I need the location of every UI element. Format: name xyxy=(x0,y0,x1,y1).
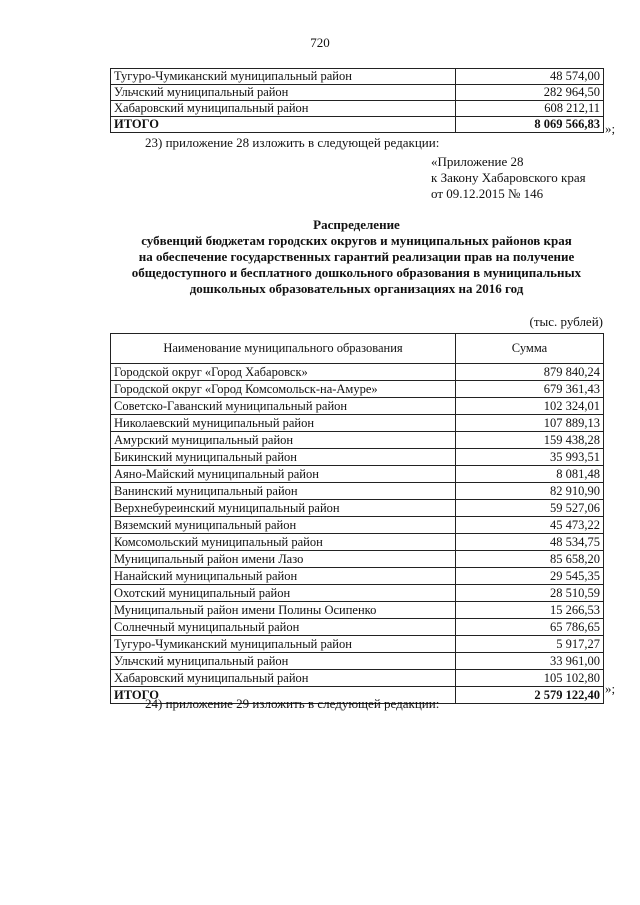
appendix-line: к Закону Хабаровского края xyxy=(431,170,586,185)
row-name: Хабаровский муниципальный район xyxy=(111,101,456,117)
table-row xyxy=(111,101,604,117)
row-name: Николаевский муниципальный район xyxy=(111,415,456,432)
row-amount: 102 324,01 xyxy=(456,398,604,415)
row-amount: 59 527,06 xyxy=(456,500,604,517)
row-amount: 608 212,11 xyxy=(456,101,604,117)
row-name: Солнечный муниципальный район xyxy=(111,619,456,636)
appendix-line: от 09.12.2015 № 146 xyxy=(431,186,544,201)
total-label: ИТОГО xyxy=(111,117,456,133)
row-amount: 15 266,53 xyxy=(456,602,604,619)
total-label: ИТОГО xyxy=(111,687,456,704)
units-label: (тыс. рублей) xyxy=(529,314,603,329)
column-header-name: Наименование муниципального образования xyxy=(111,334,456,364)
table-row xyxy=(111,432,604,449)
heading-line: Распределение xyxy=(313,217,400,232)
row-amount: 33 961,00 xyxy=(456,653,604,670)
row-amount: 8 081,48 xyxy=(456,466,604,483)
row-name: Ванинский муниципальный район xyxy=(111,483,456,500)
table-row xyxy=(111,483,604,500)
table-row xyxy=(111,517,604,534)
page-number: 720 xyxy=(310,35,330,50)
row-amount: 282 964,50 xyxy=(456,85,604,101)
row-name: Городской округ «Город Хабаровск» xyxy=(111,364,456,381)
table-row xyxy=(111,585,604,602)
row-name: Хабаровский муниципальный район xyxy=(111,670,456,687)
appendix-line: «Приложение 28 xyxy=(431,154,524,169)
heading-line: на обеспечение государственных гарантий реализации прав на получение xyxy=(138,249,575,264)
appendix-caption xyxy=(431,154,586,202)
row-name: Верхнебуреинский муниципальный район xyxy=(111,500,456,517)
row-name: Бикинский муниципальный район xyxy=(111,449,456,466)
row-amount: 48 574,00 xyxy=(456,69,604,85)
table-row xyxy=(111,500,604,517)
row-name: Ульчский муниципальный район xyxy=(111,653,456,670)
row-name: Нанайский муниципальный район xyxy=(111,568,456,585)
row-name: Охотский муниципальный район xyxy=(111,585,456,602)
row-amount: 35 993,51 xyxy=(456,449,604,466)
paragraph-23: 23) приложение 28 изложить в следующей редакции: xyxy=(145,135,440,150)
row-name: Городской округ «Город Комсомольск-на-Амуре» xyxy=(111,381,456,398)
column-header-amount: Сумма xyxy=(456,334,604,364)
row-name: Муниципальный район имени Полины Осипенко xyxy=(111,602,456,619)
paragraph-24: 24) приложение 29 изложить в следующей редакции: xyxy=(145,696,440,711)
row-name: Тугуро-Чумиканский муниципальный район xyxy=(111,69,456,85)
table-row xyxy=(111,449,604,466)
table-row xyxy=(111,534,604,551)
row-name: Муниципальный район имени Лазо xyxy=(111,551,456,568)
row-name: Тугуро-Чумиканский муниципальный район xyxy=(111,636,456,653)
table-row xyxy=(111,69,604,85)
row-amount: 85 658,20 xyxy=(456,551,604,568)
row-name: Аяно-Майский муниципальный район xyxy=(111,466,456,483)
row-amount: 107 889,13 xyxy=(456,415,604,432)
total-amount: 8 069 566,83 xyxy=(456,117,604,133)
table-header-row xyxy=(111,334,604,364)
table-body xyxy=(111,364,604,704)
table-row xyxy=(111,364,604,381)
table-row xyxy=(111,670,604,687)
row-name: Амурский муниципальный район xyxy=(111,432,456,449)
total-row xyxy=(111,117,604,133)
row-amount: 82 910,90 xyxy=(456,483,604,500)
row-amount: 48 534,75 xyxy=(456,534,604,551)
row-amount: 29 545,35 xyxy=(456,568,604,585)
row-amount: 65 786,65 xyxy=(456,619,604,636)
row-amount: 679 361,43 xyxy=(456,381,604,398)
heading-line: дошкольных образовательных организациях на 2016 год xyxy=(189,281,524,296)
table-row xyxy=(111,85,604,101)
heading-line: субвенций бюджетам городских округов и муниципальных районов края xyxy=(141,233,572,248)
table-row xyxy=(111,398,604,415)
table-row xyxy=(111,653,604,670)
table-row xyxy=(111,551,604,568)
row-amount: 105 102,80 xyxy=(456,670,604,687)
row-name: Вяземский муниципальный район xyxy=(111,517,456,534)
document-heading xyxy=(110,217,603,297)
table-row xyxy=(111,381,604,398)
closing-quote: »; xyxy=(605,681,616,696)
distribution-table xyxy=(110,333,604,704)
row-amount: 28 510,59 xyxy=(456,585,604,602)
heading-line: общедоступного и бесплатного дошкольного образования в муниципальных xyxy=(131,265,582,280)
table-row xyxy=(111,568,604,585)
table-row xyxy=(111,636,604,653)
row-name: Ульчский муниципальный район xyxy=(111,85,456,101)
row-amount: 159 438,28 xyxy=(456,432,604,449)
row-amount: 879 840,24 xyxy=(456,364,604,381)
row-name: Советско-Гаванский муниципальный район xyxy=(111,398,456,415)
row-amount: 5 917,27 xyxy=(456,636,604,653)
table-row xyxy=(111,619,604,636)
closing-quote: »; xyxy=(605,121,616,136)
total-amount: 2 579 122,40 xyxy=(456,687,604,704)
table-continued xyxy=(110,68,604,133)
row-name: Комсомольский муниципальный район xyxy=(111,534,456,551)
table-row xyxy=(111,602,604,619)
table-row xyxy=(111,466,604,483)
table-row xyxy=(111,415,604,432)
row-amount: 45 473,22 xyxy=(456,517,604,534)
